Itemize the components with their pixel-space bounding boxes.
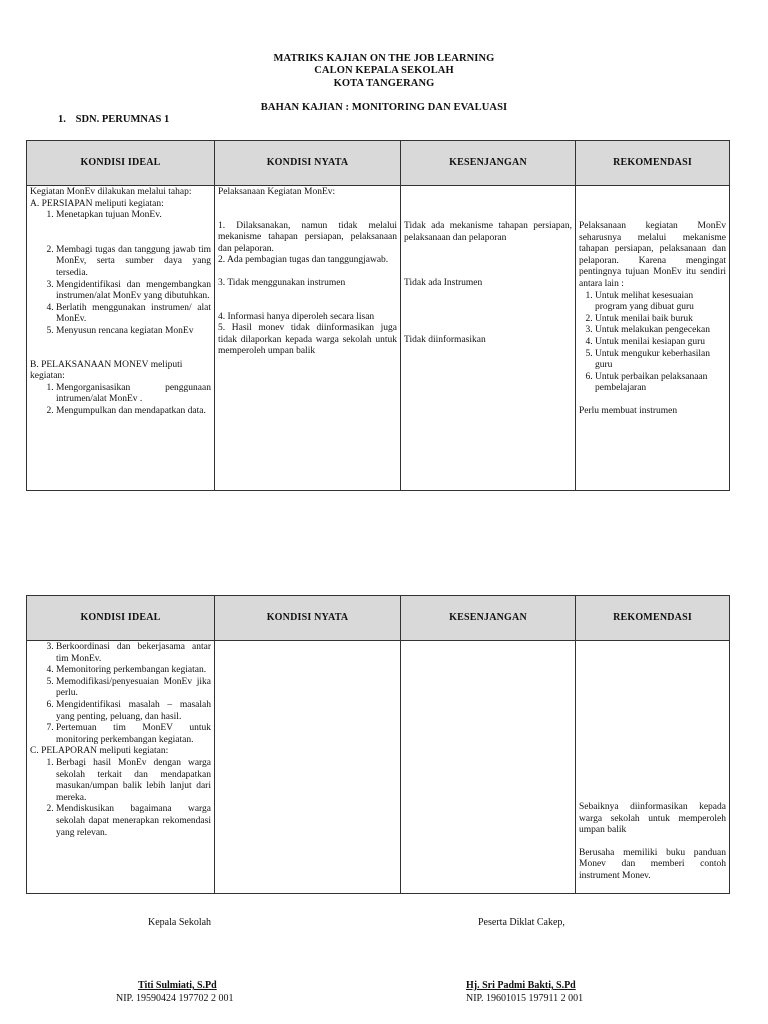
list-item: 3. Untuk melakukan pengecekan xyxy=(595,325,726,337)
list-item: 2. Membagi tugas dan tanggung jawab tim MonEv, serta sumber daya yang tersedia. xyxy=(56,245,211,280)
matrix-table-2 xyxy=(26,595,730,894)
list-item: 6. Untuk perbaikan pelaksanaan pembelajaran xyxy=(595,372,726,395)
signature-left-role: Kepala Sekolah xyxy=(148,917,212,928)
kesenjangan-item-3: Tidak diinformasikan xyxy=(404,334,486,345)
list-item: 6. Mengidentifikasi masalah – masalah yang penting, peluang, dan hasil. xyxy=(56,700,211,723)
col-header-nyata: KONDISI NYATA xyxy=(215,596,401,641)
cell-rekomendasi xyxy=(576,186,730,491)
list-item: 7. Pertemuan tim MonEV untuk monitoring perkembangan kegiatan. xyxy=(56,723,211,746)
signature-right-role: Peserta Diklat Cakep, xyxy=(478,917,565,928)
signature-right-nip: NIP. 19601015 197911 2 001 xyxy=(466,993,584,1004)
list-item: 2. Mengumpulkan dan mendapatkan data. xyxy=(56,406,211,418)
ideal-b-list xyxy=(30,383,211,418)
doc-title-line3: KOTA TANGERANG xyxy=(333,78,435,89)
nyata-item-3: 3. Tidak menggunakan instrumen xyxy=(218,277,346,288)
cell-rekomendasi xyxy=(576,641,730,894)
ideal-c-title: C. PELAPORAN meliputi kegiatan: xyxy=(30,746,169,757)
list-item: 2. Mendiskusikan bagaimana warga sekolah dapat menerapkan rekomendasi yang relevan. xyxy=(56,804,211,839)
nyata-intro: Pelaksanaan Kegiatan MonEv: xyxy=(218,187,336,197)
signature-left-name: Titi Sulmiati, S.Pd xyxy=(138,980,217,991)
col-header-kesenjangan: KESENJANGAN xyxy=(401,141,576,186)
list-item: 3. Mengidentifikasi dan mengembangkan instrumen/alat MonEv yang dibutuhkan. xyxy=(56,280,211,303)
list-item: 1. Menetapkan tujuan MonEv. xyxy=(56,210,211,222)
rekomendasi-note: Perlu membuat instrumen xyxy=(579,405,678,416)
ideal-c-list xyxy=(30,758,211,839)
section-number: 1. xyxy=(58,114,66,125)
list-item: 4. Memonitoring perkembangan kegiatan. xyxy=(56,665,211,677)
signature-right-name: Hj. Sri Padmi Bakti, S.Pd xyxy=(466,980,576,991)
rekomendasi-intro: Pelaksanaan kegiatan MonEv seharusnya melalui mekanisme tahapan persiapan, pelaksanaan dan pelaporan. Karena mengingat pentingnya tujuan MonEv itu sendiri antara lain : xyxy=(579,221,726,289)
cell-kesenjangan xyxy=(401,641,576,894)
list-item: 3. Berkoordinasi dan bekerjasama antar tim MonEv. xyxy=(56,642,211,665)
list-item: 4. Untuk menilai kesiapan guru xyxy=(595,337,726,349)
nyata-item-5: 5. Hasil monev tidak diinformasikan juga tidak dilaporkan kepada warga sekolah untuk memperoleh umpan balik xyxy=(218,323,397,357)
section-heading xyxy=(58,114,169,125)
signature-left-nip: NIP. 19590424 197702 2 001 xyxy=(116,993,234,1004)
cell-nyata xyxy=(215,641,401,894)
nyata-item-1: 1. Dilaksanakan, namun tidak melalui mekanisme tahapan persiapan, pelaksanaan dan pelaporan. xyxy=(218,220,397,254)
list-item: 1. Untuk melihat kesesuaian program yang dibuat guru xyxy=(595,291,726,314)
cell-kesenjangan xyxy=(401,186,576,491)
rekomendasi-p2: Berusaha memiliki buku panduan Monev dan memberi contoh instrument Monev. xyxy=(579,847,726,881)
matrix-table-1 xyxy=(26,140,730,491)
list-item: 5. Memodifikasi/penyesuaian MonEv jika perlu. xyxy=(56,677,211,700)
cell-nyata xyxy=(215,186,401,491)
ideal-intro: Kegiatan MonEv dilakukan melalui tahap: xyxy=(30,187,192,197)
list-item: 1. Mengorganisasikan penggunaan intrumen/alat MonEv . xyxy=(56,383,211,406)
list-item: 2. Untuk menilai baik buruk xyxy=(595,314,726,326)
ideal-a-title: A. PERSIAPAN meliputi kegiatan: xyxy=(30,198,164,209)
ideal-b-list-cont xyxy=(30,642,211,746)
list-item: 4. Berlatih menggunakan instrumen/ alat MonEv. xyxy=(56,303,211,326)
ideal-a-list xyxy=(30,210,211,337)
cell-ideal xyxy=(27,186,215,491)
doc-title-line2: CALON KEPALA SEKOLAH xyxy=(314,65,454,76)
nyata-item-2: 2. Ada pembagian tugas dan tanggungjawab. xyxy=(218,255,389,266)
nyata-item-4: 4. Informasi hanya diperoleh secara lisan xyxy=(218,311,375,322)
col-header-ideal: KONDISI IDEAL xyxy=(27,141,215,186)
list-item: 1. Berbagi hasil MonEv dengan warga sekolah terkait dan mendapatkan masukan/umpan balik lebih lanjut dari mereka. xyxy=(56,758,211,804)
col-header-ideal: KONDISI IDEAL xyxy=(27,596,215,641)
cell-ideal xyxy=(27,641,215,894)
doc-subject: BAHAN KAJIAN : MONITORING DAN EVALUASI xyxy=(260,102,508,113)
kesenjangan-item-2: Tidak ada Instrumen xyxy=(404,278,483,289)
col-header-kesenjangan: KESENJANGAN xyxy=(401,596,576,641)
rekomendasi-p1: Sebaiknya diinformasikan kepada warga sekolah untuk memperoleh umpan balik xyxy=(579,802,726,836)
col-header-nyata: KONDISI NYATA xyxy=(215,141,401,186)
kesenjangan-item-1: Tidak ada mekanisme tahapan persiapan, pelaksanaan dan pelaporan xyxy=(404,221,572,243)
rekomendasi-list xyxy=(579,291,726,395)
list-item: 5. Menyusun rencana kegiatan MonEv xyxy=(56,326,211,338)
col-header-rekomendasi: REKOMENDASI xyxy=(576,141,730,186)
list-item: 5. Untuk mengukur keberhasilan guru xyxy=(595,349,726,372)
col-header-rekomendasi: REKOMENDASI xyxy=(576,596,730,641)
section-label: SDN. PERUMNAS 1 xyxy=(75,114,170,125)
ideal-b-title: B. PELAKSANAAN MONEV meliputi kegiatan: xyxy=(30,359,183,382)
doc-title-line1: MATRIKS KAJIAN ON THE JOB LEARNING xyxy=(273,53,495,64)
